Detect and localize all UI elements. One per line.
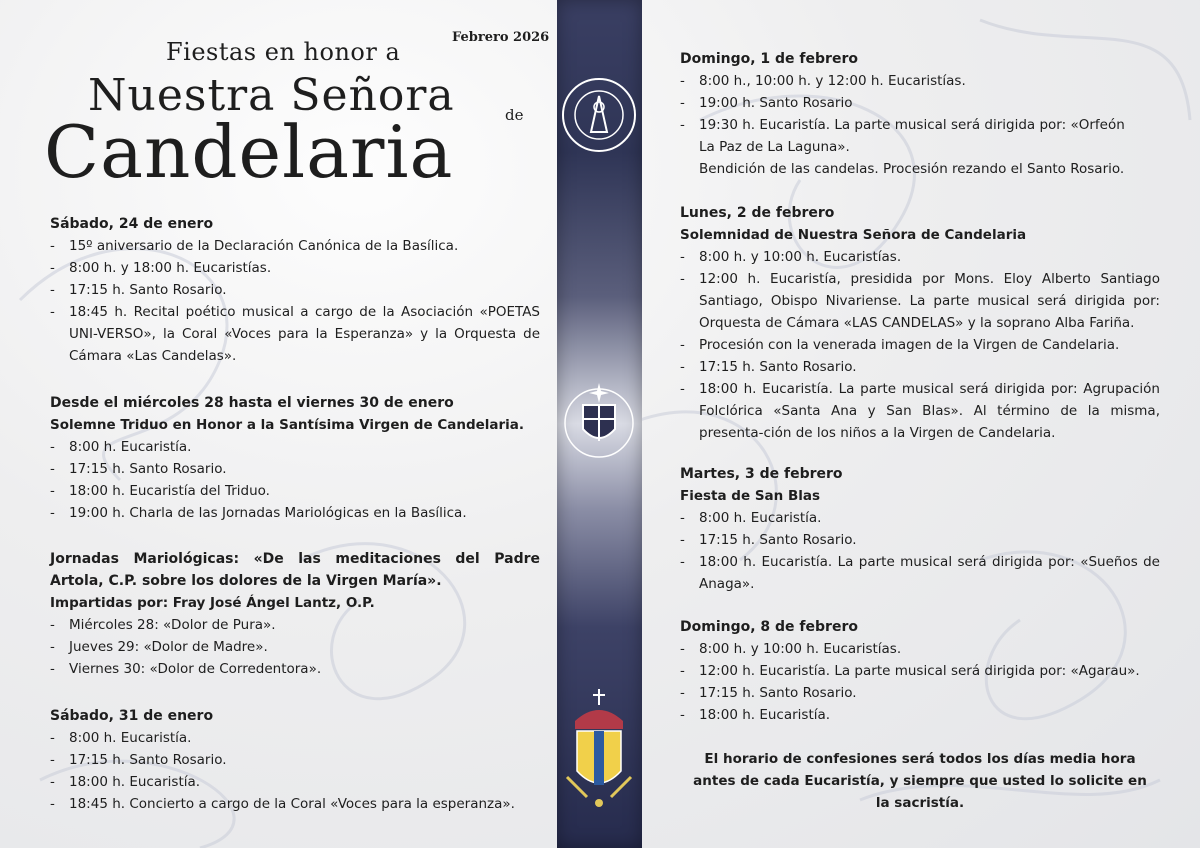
list-item: - 8:00 h. y 10:00 h. Eucaristías. <box>680 641 902 657</box>
list-item: - 8:00 h. y 10:00 h. Eucaristías. <box>680 249 902 265</box>
dominican-shield-logo <box>557 375 642 475</box>
list-item: - 17:15 h. Santo Rosario. <box>680 685 857 701</box>
title-line-2: Nuestra Señora <box>88 70 455 121</box>
list-item: - Procesión con la venerada imagen de la Virgen de Candelaria. <box>680 337 1120 353</box>
list-item: - 17:15 h. Santo Rosario. <box>680 359 857 375</box>
episcopal-coat-of-arms <box>557 685 642 815</box>
title-line-3: Candelaria <box>44 110 454 194</box>
section-heading: Sábado, 31 de enero <box>50 708 214 724</box>
list-item: - 8:00 h. Eucaristía. <box>680 510 822 526</box>
section-heading: Domingo, 1 de febrero <box>680 51 858 67</box>
list-item: - 17:15 h. Santo Rosario. <box>680 532 857 548</box>
section-heading: Desde el miércoles 28 hasta el viernes 30 de enero <box>50 395 454 411</box>
month-label: Febrero 2026 <box>452 30 550 45</box>
section-subheading: Solemne Triduo en Honor a la Santísima Virgen de Candelaria. <box>50 417 525 433</box>
list-item: - 15º aniversario de la Declaración Canónica de la Basílica. <box>50 238 459 254</box>
list-item-continuation: La Paz de La Laguna». <box>699 139 850 155</box>
list-item: - 12:00 h. Eucaristía, presidida por Mons. Eloy Alberto Santiago Santiago, Obispo Nivariense. La parte musical será dirigida por: Orquesta de Cámara «LAS CANDELAS» y la soprano Alba Fariña. <box>680 271 1160 331</box>
section-triduo <box>50 392 540 524</box>
fundacion-seal-logo <box>557 60 642 170</box>
list-item: - 17:15 h. Santo Rosario. <box>50 752 227 768</box>
list-item: - 18:00 h. Eucaristía del Triduo. <box>50 483 270 499</box>
list-item: - Miércoles 28: «Dolor de Pura». <box>50 617 276 633</box>
list-item: - 18:00 h. Eucaristía. La parte musical será dirigida por: «Sueños de Anaga». <box>680 554 1160 592</box>
center-decorative-band <box>557 0 642 848</box>
list-item: - 19:30 h. Eucaristía. La parte musical será dirigida por: «Orfeón <box>680 117 1125 133</box>
list-item: - 17:15 h. Santo Rosario. <box>50 282 227 298</box>
section-jornadas <box>50 548 540 680</box>
list-item: - Jueves 29: «Dolor de Madre». <box>50 639 268 655</box>
list-item: - 18:00 h. Eucaristía. <box>50 774 201 790</box>
section-heading: Lunes, 2 de febrero <box>680 205 835 221</box>
list-item: - 18:45 h. Recital poético musical a cargo de la Asociación «POETAS UNI-VERSO», la Coral «Voces para la Esperanza» y la Orquesta de Cámara «Las Candelas». <box>50 304 540 364</box>
section-sabado-31 <box>50 705 540 815</box>
section-sabado-24 <box>50 213 540 367</box>
section-lunes-2 <box>680 202 1160 444</box>
title-de: de <box>505 106 524 124</box>
list-item: - 8:00 h. Eucaristía. <box>50 730 192 746</box>
section-domingo-1 <box>680 48 1160 180</box>
section-heading: Domingo, 8 de febrero <box>680 619 858 635</box>
title-line-1: Fiestas en honor a <box>166 38 401 66</box>
list-item: - 8:00 h. y 18:00 h. Eucaristías. <box>50 260 272 276</box>
list-item: - Viernes 30: «Dolor de Corredentora». <box>50 661 322 677</box>
list-item: - 18:45 h. Concierto a cargo de la Coral «Voces para la esperanza». <box>50 796 515 812</box>
list-item: - 18:00 h. Eucaristía. La parte musical será dirigida por: Agrupación Folclórica «Santa Ana y San Blas». Al término de la misma, presenta-ción de los niños a la Virgen de Candelaria. <box>680 381 1160 441</box>
section-subheading: Solemnidad de Nuestra Señora de Candelaria <box>680 227 1027 243</box>
list-item: - 12:00 h. Eucaristía. La parte musical será dirigida por: «Agarau». <box>680 663 1140 679</box>
section-heading: Martes, 3 de febrero <box>680 466 843 482</box>
list-item: - 19:00 h. Charla de las Jornadas Mariológicas en la Basílica. <box>50 505 467 521</box>
section-martes-3 <box>680 463 1160 595</box>
list-item: - 8:00 h. Eucaristía. <box>50 439 192 455</box>
section-subheading: Fiesta de San Blas <box>680 488 821 504</box>
section-heading: Jornadas Mariológicas: «De las meditaciones del Padre Artola, C.P. sobre los dolores de la Virgen María». <box>50 551 540 589</box>
list-item: - 18:00 h. Eucaristía. <box>680 707 831 723</box>
section-heading: Sábado, 24 de enero <box>50 216 214 232</box>
confession-schedule-note: El horario de confesiones será todos los días media hora antes de cada Eucaristía, y siempre que usted lo solicite en la sacristía. <box>693 751 1147 811</box>
list-item: - 19:00 h. Santo Rosario <box>680 95 853 111</box>
section-subheading: Impartidas por: Fray José Ángel Lantz, O.P. <box>50 595 375 611</box>
section-domingo-8 <box>680 616 1160 726</box>
list-item-continuation: Bendición de las candelas. Procesión rezando el Santo Rosario. <box>699 161 1125 177</box>
list-item: - 8:00 h., 10:00 h. y 12:00 h. Eucaristías. <box>680 73 966 89</box>
list-item: - 17:15 h. Santo Rosario. <box>50 461 227 477</box>
